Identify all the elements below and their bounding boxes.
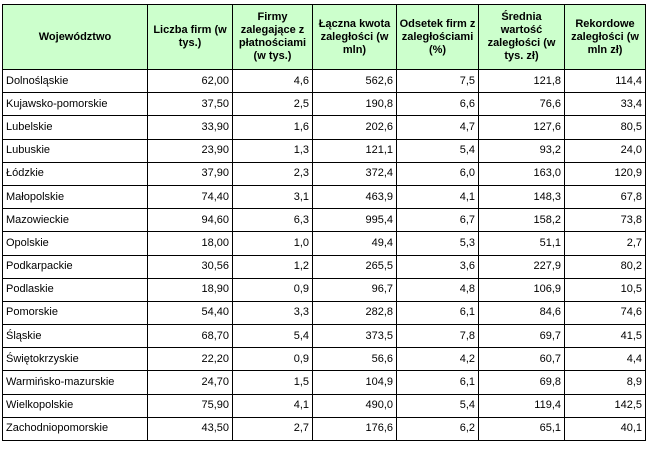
- arrears-percentage-cell: 5,4: [397, 394, 479, 417]
- total-arrears-cell: 104,9: [313, 371, 397, 394]
- header-row: [3, 5, 646, 70]
- average-arrears-cell: 69,8: [479, 371, 565, 394]
- arrears-percentage-cell: 6,7: [397, 209, 479, 232]
- table-row: [3, 301, 646, 324]
- firms-in-arrears-cell: 1,2: [233, 255, 313, 278]
- firms-in-arrears-cell: 4,6: [233, 70, 313, 93]
- average-arrears-cell: 163,0: [479, 162, 565, 185]
- firms-in-arrears-cell: 0,9: [233, 348, 313, 371]
- voivodeship-cell: Świętokrzyskie: [3, 348, 148, 371]
- record-arrears-cell: 8,9: [565, 371, 646, 394]
- table-row: [3, 139, 646, 162]
- voivodeship-cell: Dolnośląskie: [3, 70, 148, 93]
- average-arrears-cell: 121,8: [479, 70, 565, 93]
- total-arrears-cell: 372,4: [313, 162, 397, 185]
- voivodeship-cell: Lubuskie: [3, 139, 148, 162]
- table-row: [3, 394, 646, 417]
- record-arrears-cell: 2,7: [565, 232, 646, 255]
- arrears-percentage-cell: 4,1: [397, 185, 479, 208]
- voivodeship-cell: Opolskie: [3, 232, 148, 255]
- record-arrears-cell: 67,8: [565, 185, 646, 208]
- record-arrears-cell: 114,4: [565, 70, 646, 93]
- table-row: [3, 325, 646, 348]
- record-arrears-cell: 24,0: [565, 139, 646, 162]
- total-arrears-cell: 190,8: [313, 93, 397, 116]
- firms-in-arrears-cell: 1,6: [233, 116, 313, 139]
- table-row: [3, 162, 646, 185]
- record-arrears-cell: 74,6: [565, 301, 646, 324]
- total-arrears-cell: 490,0: [313, 394, 397, 417]
- average-arrears-cell: 51,1: [479, 232, 565, 255]
- firms-in-arrears-cell: 1,0: [233, 232, 313, 255]
- voivodeship-cell: Warmińsko-mazurskie: [3, 371, 148, 394]
- average-arrears-cell: 127,6: [479, 116, 565, 139]
- total-arrears-cell: 121,1: [313, 139, 397, 162]
- total-arrears-cell: 176,6: [313, 417, 397, 440]
- voivodeship-cell: Zachodniopomorskie: [3, 417, 148, 440]
- table-row: [3, 93, 646, 116]
- company-count-cell: 62,00: [148, 70, 233, 93]
- header-average-arrears: Średnia wartość zaległości (w tys. zł): [479, 5, 565, 70]
- firms-in-arrears-cell: 1,5: [233, 371, 313, 394]
- company-count-cell: 43,50: [148, 417, 233, 440]
- record-arrears-cell: 73,8: [565, 209, 646, 232]
- voivodeship-cell: Kujawsko-pomorskie: [3, 93, 148, 116]
- arrears-percentage-cell: 4,8: [397, 278, 479, 301]
- table-row: [3, 255, 646, 278]
- firms-in-arrears-cell: 2,3: [233, 162, 313, 185]
- table-row: [3, 278, 646, 301]
- arrears-percentage-cell: 6,0: [397, 162, 479, 185]
- table-row: [3, 348, 646, 371]
- average-arrears-cell: 227,9: [479, 255, 565, 278]
- company-count-cell: 18,90: [148, 278, 233, 301]
- company-count-cell: 33,90: [148, 116, 233, 139]
- record-arrears-cell: 33,4: [565, 93, 646, 116]
- total-arrears-cell: 265,5: [313, 255, 397, 278]
- table-row: [3, 371, 646, 394]
- company-count-cell: 74,40: [148, 185, 233, 208]
- company-count-cell: 23,90: [148, 139, 233, 162]
- arrears-percentage-cell: 4,2: [397, 348, 479, 371]
- company-count-cell: 75,90: [148, 394, 233, 417]
- arrears-percentage-cell: 5,4: [397, 139, 479, 162]
- total-arrears-cell: 562,6: [313, 70, 397, 93]
- average-arrears-cell: 93,2: [479, 139, 565, 162]
- average-arrears-cell: 65,1: [479, 417, 565, 440]
- total-arrears-cell: 56,6: [313, 348, 397, 371]
- record-arrears-cell: 4,4: [565, 348, 646, 371]
- firms-in-arrears-cell: 4,1: [233, 394, 313, 417]
- voivodeship-cell: Śląskie: [3, 325, 148, 348]
- data-table-container: [2, 4, 646, 441]
- total-arrears-cell: 373,5: [313, 325, 397, 348]
- table-row: [3, 70, 646, 93]
- voivodeship-cell: Mazowieckie: [3, 209, 148, 232]
- company-count-cell: 18,00: [148, 232, 233, 255]
- company-count-cell: 30,56: [148, 255, 233, 278]
- record-arrears-cell: 10,5: [565, 278, 646, 301]
- average-arrears-cell: 148,3: [479, 185, 565, 208]
- header-total-arrears: Łączna kwota zaległości (w mln): [313, 5, 397, 70]
- record-arrears-cell: 41,5: [565, 325, 646, 348]
- voivodeship-cell: Łódzkie: [3, 162, 148, 185]
- header-voivodeship: Województwo: [3, 5, 148, 70]
- average-arrears-cell: 158,2: [479, 209, 565, 232]
- voivodeship-cell: Pomorskie: [3, 301, 148, 324]
- average-arrears-cell: 69,7: [479, 325, 565, 348]
- table-row: [3, 116, 646, 139]
- arrears-percentage-cell: 7,5: [397, 70, 479, 93]
- arrears-percentage-cell: 5,3: [397, 232, 479, 255]
- arrears-percentage-cell: 6,1: [397, 371, 479, 394]
- arrears-percentage-cell: 6,6: [397, 93, 479, 116]
- firms-in-arrears-cell: 2,5: [233, 93, 313, 116]
- total-arrears-cell: 995,4: [313, 209, 397, 232]
- firms-in-arrears-cell: 3,1: [233, 185, 313, 208]
- average-arrears-cell: 76,6: [479, 93, 565, 116]
- total-arrears-cell: 202,6: [313, 116, 397, 139]
- firms-in-arrears-cell: 0,9: [233, 278, 313, 301]
- voivodeship-cell: Podkarpackie: [3, 255, 148, 278]
- company-count-cell: 68,70: [148, 325, 233, 348]
- table-row: [3, 185, 646, 208]
- table-body: [3, 70, 646, 441]
- arrears-percentage-cell: 7,8: [397, 325, 479, 348]
- company-count-cell: 22,20: [148, 348, 233, 371]
- firms-in-arrears-cell: 1,3: [233, 139, 313, 162]
- arrears-percentage-cell: 6,1: [397, 301, 479, 324]
- company-count-cell: 37,90: [148, 162, 233, 185]
- record-arrears-cell: 40,1: [565, 417, 646, 440]
- total-arrears-cell: 282,8: [313, 301, 397, 324]
- record-arrears-cell: 120,9: [565, 162, 646, 185]
- company-count-cell: 24,70: [148, 371, 233, 394]
- voivodeship-cell: Podlaskie: [3, 278, 148, 301]
- company-count-cell: 94,60: [148, 209, 233, 232]
- table-row: [3, 232, 646, 255]
- voivodeship-cell: Wielkopolskie: [3, 394, 148, 417]
- arrears-percentage-cell: 3,6: [397, 255, 479, 278]
- firms-in-arrears-cell: 6,3: [233, 209, 313, 232]
- voivodeship-cell: Małopolskie: [3, 185, 148, 208]
- voivodeship-debt-table: [2, 4, 646, 441]
- total-arrears-cell: 96,7: [313, 278, 397, 301]
- record-arrears-cell: 80,5: [565, 116, 646, 139]
- voivodeship-cell: Lubelskie: [3, 116, 148, 139]
- total-arrears-cell: 49,4: [313, 232, 397, 255]
- company-count-cell: 54,40: [148, 301, 233, 324]
- company-count-cell: 37,50: [148, 93, 233, 116]
- header-firms-in-arrears: Firmy zalegające z płatnościami (w tys.): [233, 5, 313, 70]
- table-row: [3, 417, 646, 440]
- header-arrears-percentage: Odsetek firm z zaległościami (%): [397, 5, 479, 70]
- record-arrears-cell: 80,2: [565, 255, 646, 278]
- total-arrears-cell: 463,9: [313, 185, 397, 208]
- record-arrears-cell: 142,5: [565, 394, 646, 417]
- average-arrears-cell: 60,7: [479, 348, 565, 371]
- average-arrears-cell: 84,6: [479, 301, 565, 324]
- firms-in-arrears-cell: 5,4: [233, 325, 313, 348]
- average-arrears-cell: 106,9: [479, 278, 565, 301]
- firms-in-arrears-cell: 3,3: [233, 301, 313, 324]
- header-company-count: Liczba firm (w tys.): [148, 5, 233, 70]
- arrears-percentage-cell: 6,2: [397, 417, 479, 440]
- firms-in-arrears-cell: 2,7: [233, 417, 313, 440]
- average-arrears-cell: 119,4: [479, 394, 565, 417]
- arrears-percentage-cell: 4,7: [397, 116, 479, 139]
- header-record-arrears: Rekordowe zaległości (w mln zł): [565, 5, 646, 70]
- table-row: [3, 209, 646, 232]
